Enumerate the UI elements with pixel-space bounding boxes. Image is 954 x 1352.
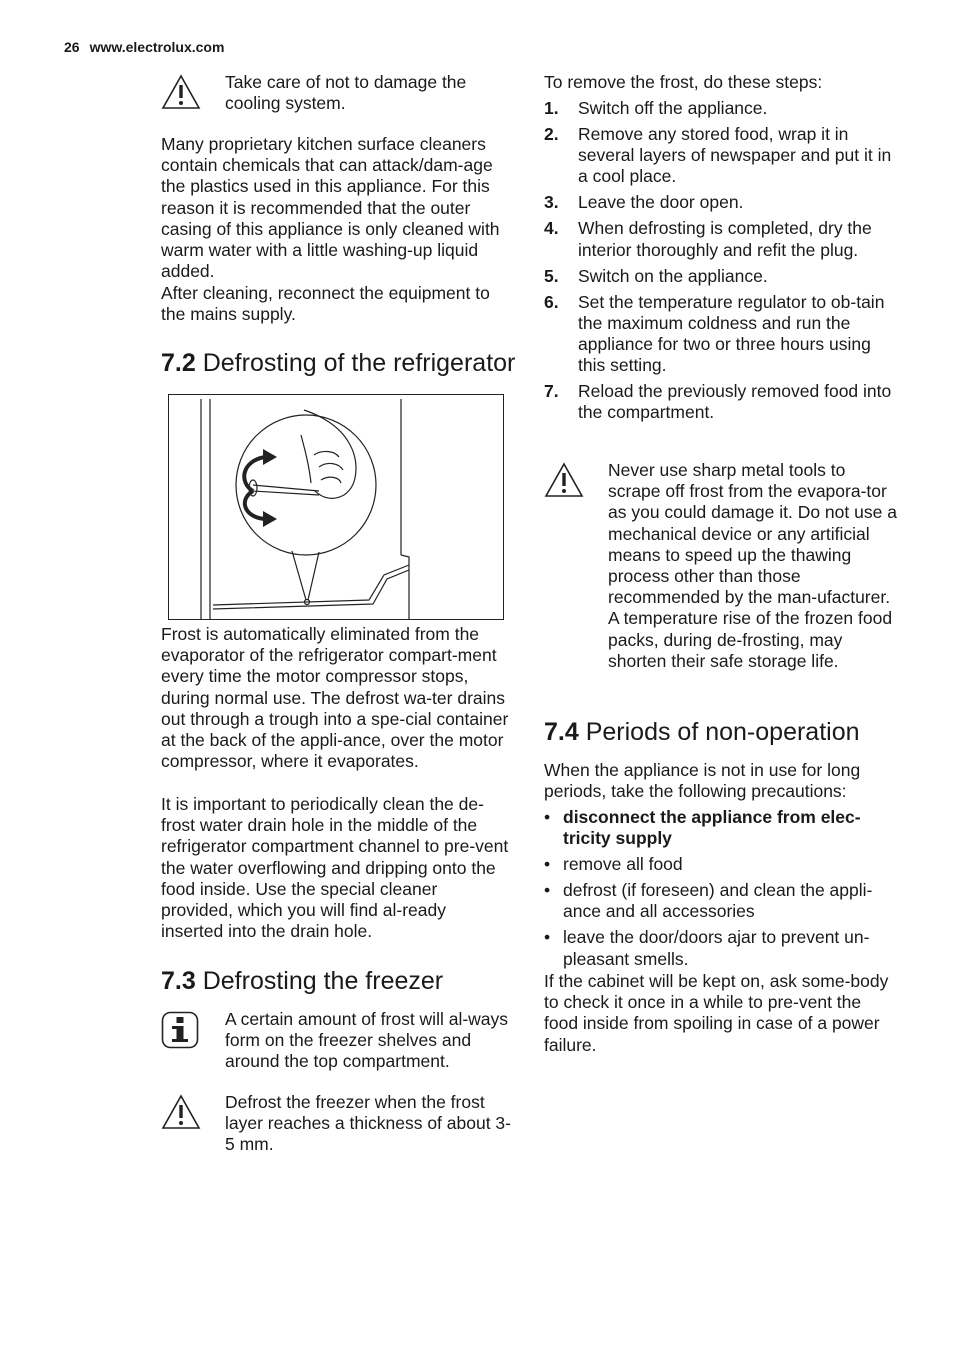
warning-text: Never use sharp metal tools to scrape off frost from the evapora-tor as you could damage it. Do not use a mechanical device or any artificial means to speed up the thawing process other than those recommended by the man-ufacturer. A temperature rise of the frozen food packs, during de-frosting, may shorten their safe storage life. [608,460,897,671]
list-item: 3. Leave the door open. [544,192,744,213]
info-text: A certain amount of frost will al-ways form on the freezer shelves and around the top compartment. [225,1009,509,1072]
info-icon [161,1009,225,1073]
defrost-paragraph: Frost is automatically eliminated from the evaporator of the refrigerator compart-ment every time the motor compressor stops, during normal use. The defrost wa-ter drains out through a trough into a spe-cial container at the back of the appli-ance, over the motor compressor, where it evaporates. [161,624,509,772]
warning-triangle-icon [161,1092,225,1156]
page-header [64,38,224,56]
section-heading-7-3: 7.3 Defrosting the freezer [161,967,444,995]
warning-note-sharp-tools [544,460,900,672]
list-item: • disconnect the appliance from elec-tricity supply [544,807,861,849]
warning-text: Defrost the freezer when the frost layer reaches a thickness of about 3-5 mm. [225,1092,511,1155]
warning-text: Take care of not to damage the cooling system. [225,72,467,114]
section-heading-7-4: 7.4 Periods of non-operation [544,718,860,746]
warning-triangle-icon [161,72,225,115]
defrost-drain-illustration [168,394,504,620]
list-item: 5. Switch on the appliance. [544,265,768,286]
warning-triangle-icon [544,460,608,672]
list-item: • leave the door/doors ajar to prevent un-pleasant smells. [544,927,870,969]
website-url: www.electrolux.com [89,39,225,55]
precautions-list [544,807,900,975]
list-item: 4. When defrosting is completed, dry the interior thoroughly and refit the plug. [544,218,872,260]
defrost-steps-list [544,98,900,428]
nonop-outro: If the cabinet will be kept on, ask some-body to check it once in a while to pre-vent the food inside from spoiling in case of a power failure. [544,971,889,1055]
warning-note-thickness [161,1092,513,1156]
list-item: 6. Set the temperature regulator to ob-tain the maximum coldness and run the appliance for two or three hours using this setting. [544,291,885,376]
drain-cleaner-drawing [169,395,503,619]
drain-hole-paragraph: It is important to periodically clean the de-frost water drain hole in the middle of the refrigerator compartment channel to pre-vent the water overflowing and dripping onto the food inside. Use the special cleaner provided, which you will find al-ready inserted into the drain hole. [161,794,509,942]
warning-note-cooling [161,72,513,115]
nonop-intro: When the appliance is not in use for long periods, take the following precautions: [544,760,861,802]
list-item: 2. Remove any stored food, wrap it in several layers of newspaper and put it in a cool place. [544,124,892,187]
page-number: 26 [64,39,80,55]
section-heading-7-2: 7.2 Defrosting of the refrigerator [161,349,516,377]
cleaning-paragraph-2: After cleaning, reconnect the equipment to the mains supply. [161,283,490,325]
cleaning-paragraph: Many proprietary kitchen surface cleaners contain chemicals that can attack/dam-age the plastics used in this appliance. For this reason it is recommended that the outer casing of this appliance is only cleaned with warm water with a little washing-up liquid added. [161,134,500,282]
list-item: 1. Switch off the appliance. [544,98,768,118]
list-item: • defrost (if foreseen) and clean the appli-ance and all accessories [544,880,873,922]
list-item: • remove all food [544,854,683,875]
steps-intro: To remove the frost, do these steps: [544,72,823,92]
info-note-frost [161,1009,513,1073]
list-item: 7. Reload the previously removed food into the compartment. [544,381,892,423]
